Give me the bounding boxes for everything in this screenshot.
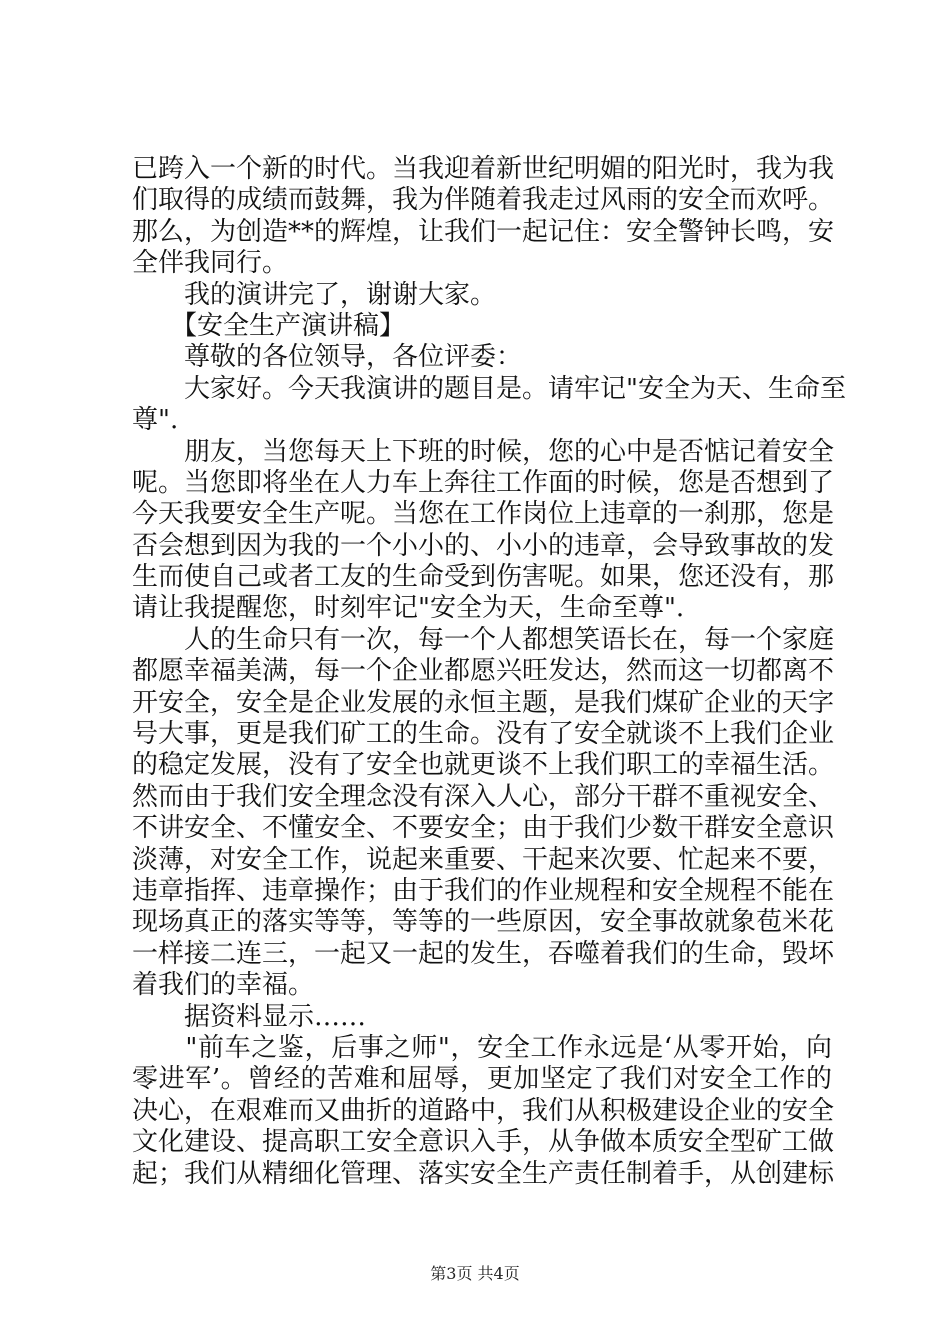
text-line: 不讲安全、不懂安全、不要安全；由于我们少数干群安全意识 — [132, 813, 835, 844]
text-line: 今天我要安全生产呢。当您在工作岗位上违章的一刹那，您是 — [132, 499, 835, 530]
text-line: 开安全，安全是企业发展的永恒主题，是我们煤矿企业的天字 — [132, 687, 835, 718]
text-line: 淡薄，对安全工作，说起来重要、干起来次要、忙起来不要， — [132, 844, 835, 875]
text-line: 朋友，当您每天上下班的时候，您的心中是否惦记着安全 — [132, 436, 835, 467]
text-line: 们取得的成绩而鼓舞，我为伴随着我走过风雨的安全而欢呼。 — [132, 185, 835, 216]
section-heading: 【安全生产演讲稿】 — [132, 310, 406, 341]
salutation: 尊敬的各位领导，各位评委： — [132, 342, 523, 373]
text-line: 的稳定发展，没有了安全也就更谈不上我们职工的幸福生活。 — [132, 750, 835, 781]
text-line: 现场真正的落实等等，等等的一些原因，安全事故就象苞米花 — [132, 907, 835, 938]
text-line: 着我们的幸福。 — [132, 970, 315, 1001]
document-body — [132, 154, 846, 1190]
text-line: 都愿幸福美满，每一个企业都愿兴旺发达，然而这一切都离不 — [132, 656, 835, 687]
page-footer: 第3页 共4页 — [430, 1264, 520, 1283]
text-line: 然而由于我们安全理念没有深入人心，部分干群不重视安全、 — [132, 781, 835, 812]
text-line: 生而使自己或者工友的生命受到伤害呢。如果，您还没有，那 — [132, 562, 835, 593]
text-line: 人的生命只有一次，每一个人都想笑语长在，每一个家庭 — [132, 624, 835, 655]
text-line: 违章指挥、违章操作；由于我们的作业规程和安全规程不能在 — [132, 875, 835, 906]
text-line: 呢。当您即将坐在人力车上奔往工作面的时候，您是否想到了 — [132, 467, 835, 498]
text-line: 据资料显示…… — [132, 1001, 367, 1032]
text-line: 否会想到因为我的一个小小的、小小的违章，会导致事故的发 — [132, 530, 835, 561]
text-line: 大家好。今天我演讲的题目是。请牢记"安全为天、生命至 — [132, 373, 846, 404]
text-line: 一样接二连三，一起又一起的发生，吞噬着我们的生命，毁坏 — [132, 938, 835, 969]
text-line: 我的演讲完了，谢谢大家。 — [132, 279, 497, 310]
text-line: 请让我提醒您，时刻牢记"安全为天，生命至尊". — [132, 593, 685, 624]
text-line: 号大事，更是我们矿工的生命。没有了安全就谈不上我们企业 — [132, 719, 835, 750]
text-line: 零进军’。曾经的苦难和屈辱，更加坚定了我们对安全工作的 — [132, 1064, 832, 1095]
text-line: "前车之鉴，后事之师"，安全工作永远是‘从零开始，向 — [132, 1032, 832, 1063]
text-line: 已跨入一个新的时代。当我迎着新世纪明媚的阳光时，我为我 — [132, 154, 835, 184]
text-line: 文化建设、提高职工安全意识入手，从争做本质安全型矿工做 — [132, 1127, 835, 1158]
text-line: 起；我们从精细化管理、落实安全生产责任制着手，从创建标 — [132, 1158, 835, 1189]
text-line: 全伴我同行。 — [132, 248, 289, 279]
text-line: 尊". — [132, 405, 179, 436]
text-line: 那么，为创造**的辉煌，让我们一起记住：安全警钟长鸣，安 — [132, 216, 835, 247]
text-line: 决心，在艰难而又曲折的道路中，我们从积极建设企业的安全 — [132, 1095, 835, 1126]
